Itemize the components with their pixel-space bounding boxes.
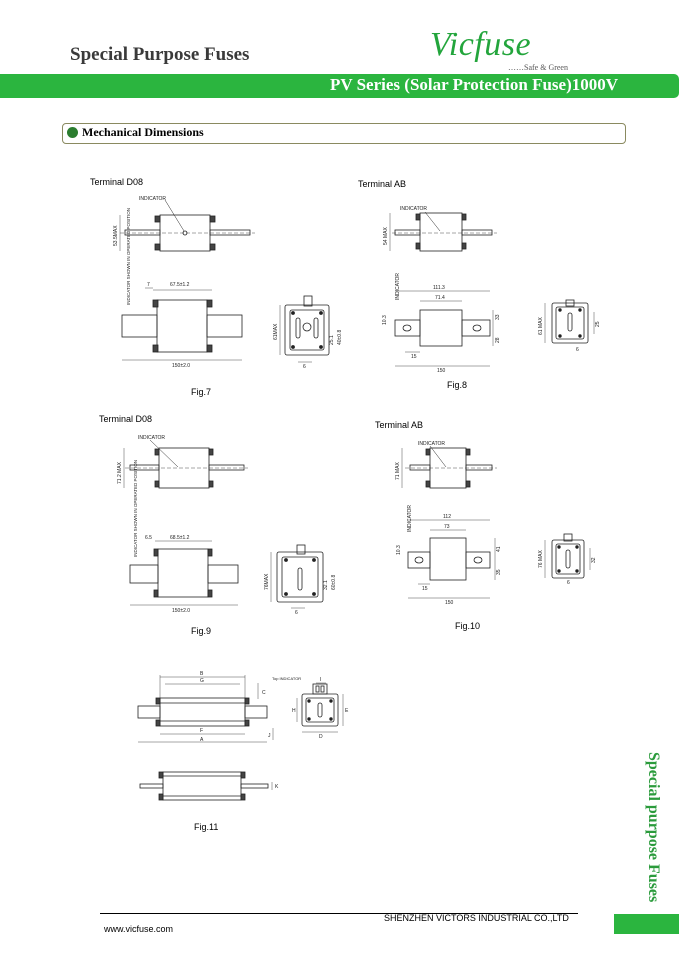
fig7-top-body — [160, 215, 210, 251]
side-vertical-label — [640, 752, 664, 912]
fig11-label-F: F — [200, 728, 204, 734]
fig7-drawing — [113, 196, 343, 370]
fig10-indicator-vert: INDICATOR — [407, 504, 413, 532]
fig7-dim-total: 150±2.0 — [172, 363, 191, 369]
fig8-dim-71: 71.4 — [435, 295, 445, 301]
fig7-dim-body: 67.5±1.2 — [170, 282, 190, 288]
footer-company: SHENZHEN VICTORS INDUSTRIAL CO.,LTD — [384, 913, 569, 923]
fig8-indicator-vert: INDICATOR — [395, 272, 401, 300]
fig8-terminal-label: Terminal AB — [358, 179, 407, 189]
fig7-dim-7: 7 — [147, 282, 150, 288]
fig10-dim-32: 32 — [591, 557, 597, 563]
fig11-label-G: G — [200, 678, 204, 684]
fig11-caption: Fig.11 — [194, 822, 219, 832]
fig11-label-C: C — [262, 690, 266, 696]
fig10-caption: Fig.10 — [455, 621, 481, 631]
fig10-dim-76max: 76 MAX — [538, 550, 544, 568]
fig10-dim-112: 112 — [443, 514, 451, 520]
fig7-max-label: 53.5MAX — [113, 225, 119, 246]
fig9-drawing — [117, 435, 337, 616]
fig11-drawing — [138, 671, 349, 800]
fig7-indicator-label: INDICATOR — [139, 196, 167, 202]
fig10-dim-150: 150 — [445, 600, 454, 606]
fig9-dim-65: 6.5 — [145, 535, 152, 541]
fig10-dim-41: 41 — [496, 546, 502, 552]
fig8-caption: Fig.8 — [447, 380, 468, 390]
fig10-indicator-label: INDICATOR — [418, 441, 446, 447]
fig7-dim-61max: 61MAX — [273, 323, 279, 340]
fig9-indicator-shown: INDICATOR SHOWN IN OPERATED POSITION — [133, 459, 138, 557]
fig8-drawing — [382, 206, 601, 374]
section-title: Mechanical Dimensions — [82, 125, 204, 139]
brand-tagline: ……Safe & Green — [508, 63, 568, 72]
fig8-indicator-label: INDICATOR — [400, 206, 428, 212]
fig9-dim-32: 32.1 — [323, 580, 329, 590]
fig11-label-H: H — [292, 708, 296, 714]
fig11-label-D: D — [319, 734, 323, 740]
fig8-dim-28: 28 — [495, 337, 501, 343]
fig11-label-B: B — [200, 671, 204, 677]
fig7-dim-25: 25.1 — [329, 335, 335, 345]
fig8-dim-61max: 61 MAX — [538, 317, 544, 335]
fig11-label-E: E — [345, 708, 349, 714]
fig8-dim-10: 10.3 — [382, 315, 388, 325]
fig10-dim-15: 15 — [422, 586, 428, 592]
fig8-max-label: 54 MAX — [383, 227, 389, 245]
fig7-dim-40: 40±0.8 — [337, 329, 343, 345]
fig9-dim-60: 60±0.8 — [331, 574, 337, 590]
fig7-indicator-shown: INDICATOR SHOWN IN OPERATED POSITION — [126, 207, 131, 305]
fig9-caption: Fig.9 — [191, 626, 212, 636]
fig7-caption: Fig.7 — [191, 387, 212, 397]
fig10-max-label: 71 MAX — [395, 462, 401, 480]
fig7-top-blade-right — [210, 230, 250, 235]
fig7-terminal-label: Terminal D08 — [90, 177, 144, 187]
fig11-label-J: J — [268, 733, 271, 739]
footer-url[interactable]: www.vicfuse.com — [104, 924, 174, 934]
fig8-dim-111: 111.3 — [433, 285, 445, 291]
brand-logo: Vicfuse — [430, 26, 532, 63]
fig9-dim-6: 6 — [295, 610, 298, 616]
side-green-block — [614, 914, 679, 934]
fig11-label-K: K — [275, 784, 279, 790]
fig9-max-label: 71.2 MAX — [117, 462, 123, 484]
fig9-dim-body: 68.5±1.2 — [170, 535, 190, 541]
fig10-terminal-label: Terminal AB — [375, 420, 424, 430]
fig10-dim-10: 10.3 — [396, 545, 402, 555]
fig8-dim-150: 150 — [437, 368, 446, 374]
fig8-dim-6: 6 — [576, 347, 579, 353]
fig9-dim-total: 150±2.0 — [172, 608, 191, 614]
fig7-dim-6: 6 — [303, 364, 306, 370]
fig8-dim-25: 25 — [595, 321, 601, 327]
fig9-indicator-label: INDICATOR — [138, 435, 166, 441]
side-vertical-text: Special purpose Fuses — [645, 752, 662, 903]
fig8-dim-33: 33 — [495, 314, 501, 320]
fig10-drawing — [395, 441, 597, 606]
fig11-top-indicator: Top INDICATOR — [272, 676, 302, 681]
fig10-dim-35: 35 — [496, 569, 502, 575]
fig9-terminal-label: Terminal D08 — [99, 414, 153, 424]
fig11-label-A: A — [200, 737, 204, 743]
fig10-dim-73: 73 — [444, 524, 450, 530]
fig10-dim-6: 6 — [567, 580, 570, 586]
fig9-dim-76max: 76MAX — [264, 573, 270, 590]
series-title: PV Series (Solar Protection Fuse)1000V — [330, 75, 619, 94]
fig8-dim-15: 15 — [411, 354, 417, 360]
header-title: Special Purpose Fuses — [70, 44, 250, 65]
fig11-label-I: I — [320, 677, 322, 683]
